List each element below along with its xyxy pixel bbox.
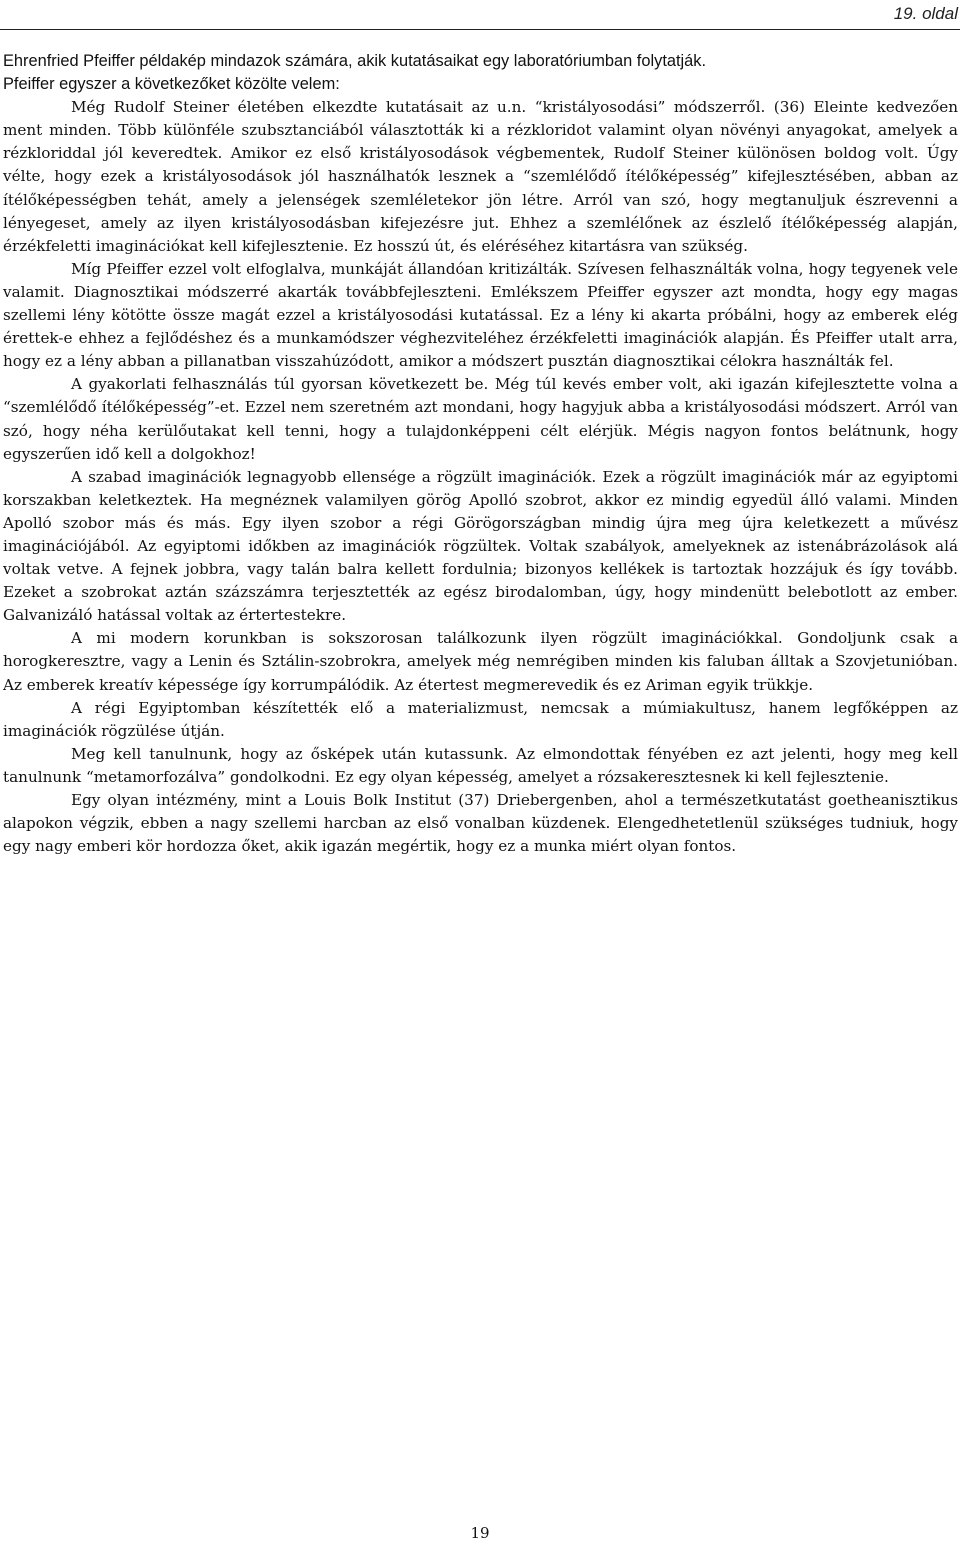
page-number: 19 xyxy=(470,1524,490,1542)
paragraph: Meg kell tanulnunk, hogy az ősképek után kutassunk. Az elmondottak fényében ez azt jelenti, hogy meg kell tanulnunk “metamorfozálva” gondolkodni. Ez egy olyan képesség, amelyet a rózsakeresztesnek ki kell fejlesztenie. xyxy=(3,744,958,786)
paragraph: A mi modern korunkban is sokszorosan találkozunk ilyen rögzült imaginációkkal. Gondoljunk csak a horogkeresztre, vagy a Lenin és Sztálin-szobrokra, amelyek még nemrégiben minden kis faluban álltak a Szovjetunióban. Az emberek kreatív képessége így korrumpálódik. Az étertest megmerevedik és ez Ariman egyik trükkje. xyxy=(3,629,958,694)
paragraph-quote-lead: Pfeiffer egyszer a következőket közölte velem: xyxy=(3,75,340,94)
paragraph: A gyakorlati felhasználás túl gyorsan következett be. Még túl kevés ember volt, aki igazán kifejlesztette volna a “szemlélődő ítélőképesség”-et. Ezzel nem szeretném azt mondani, hogy hagyjuk abba a kristályosodási módszert. Arról van szó, hogy néha kerülőutakat kell tenni, hogy a tulajdonképpeni célt elérjük. Mégis nagyon fontos belátnunk, hogy egyszerűen idő kell a dolgokhoz! xyxy=(3,375,958,463)
document-body xyxy=(3,50,958,858)
page-label: 19. oldal xyxy=(893,4,958,23)
paragraph: Míg Pfeiffer ezzel volt elfoglalva, munkáját állandóan kritizálták. Szívesen felhasználták volna, hogy tegyenek vele valamit. Diagnosztikai módszerré akarták továbbfejleszteni. Emlékszem Pfeiffer egyszer azt mondta, hogy egy magas szellemi lény kötötte össze magát ezzel a kristályosodási kutatással. Ez a lény ki akarta próbálni, hogy az emberek elég érettek-e ehhez a fejlődéshez és a munkamódszer véghezviteléhez érzékfeletti imaginációk alapján. És Pfeiffer utalt arra, hogy ez a lény abban a pillanatban visszahúzódott, amikor a módszert pusztán diagnosztikai célokra használták fel. xyxy=(3,259,958,371)
paragraph: Még Rudolf Steiner életében elkezdte kutatásait az u.n. “kristályosodási” módszerről. (36) Eleinte kedvezően ment minden. Több különféle szubsztanciából választották ki a rézkloridot valamint olyan növényi anyagokat, amelyek a rézkloriddal jól keveredtek. Amikor ez első kristályosodások végbementek, Rudolf Steiner különösen boldog volt. Úgy vélte, hogy ezek a kristályosodások jól használhatók lesznek a “szemlélődő ítélőképesség” kifejlesztésében, abban az ítélőképességben tehát, amely a jelenségek szemléletekor jön létre. Arról van szó, hogy megtanuljuk észrevenni a lényegeset, amely az ilyen kristályosodásban kifejezésre jut. Ehhez a szemlélőnek az észlelő ítélőképesség alapján, érzékfeletti imaginációkat kell kifejlesztenie. Ez hosszú út, és eléréséhez kitartásra van szükség. xyxy=(3,98,958,255)
page-header xyxy=(0,0,960,30)
paragraph: A szabad imaginációk legnagyobb ellensége a rögzült imaginációk. Ezek a rögzült imaginációk már az egyiptomi korszakban keletkeztek. Ha megnéznek valamilyen görög Apolló szobrot, akkor ez mindig egyedül álló valami. Minden Apolló szobor más és más. Egy ilyen szobor a régi Görögországban mindig újra meg újra keletkezett a művész imaginációjából. Az egyiptomi időkben az imaginációk rögzültek. Voltak szabályok, amelyeknek az istenábrázolások alá voltak vetve. A fejnek jobbra, vagy talán balra kellett fordulnia; bizonyos kellékek is tartoztak hozzájuk és így tovább. Ezeket a szobrokat aztán százszámra terjesztették az egész birodalomban, úgy, hogy mindenütt belebotlott az ember. Galvanizáló hatással voltak az értertestekre. xyxy=(3,467,958,625)
paragraph: Egy olyan intézmény, mint a Louis Bolk Institut (37) Driebergenben, ahol a természetkutatást goetheanisztikus alapokon végzik, ebben a nagy szellemi harcban az első vonalban küzdenek. Elengedhetetlenül szükséges tudniuk, hogy egy nagy emberi kör hordozza őket, akik igazán megértik, hogy ez a munka miért olyan fontos. xyxy=(3,791,958,856)
paragraph-intro: Ehrenfried Pfeiffer példakép mindazok számára, akik kutatásaikat egy laboratóriumban folytatják. xyxy=(3,52,707,70)
header-divider xyxy=(0,29,960,30)
paragraph: A régi Egyiptomban készítették elő a materializmust, nemcsak a múmiakultusz, hanem legfőképpen az imaginációk rögzülése útján. xyxy=(3,698,958,740)
